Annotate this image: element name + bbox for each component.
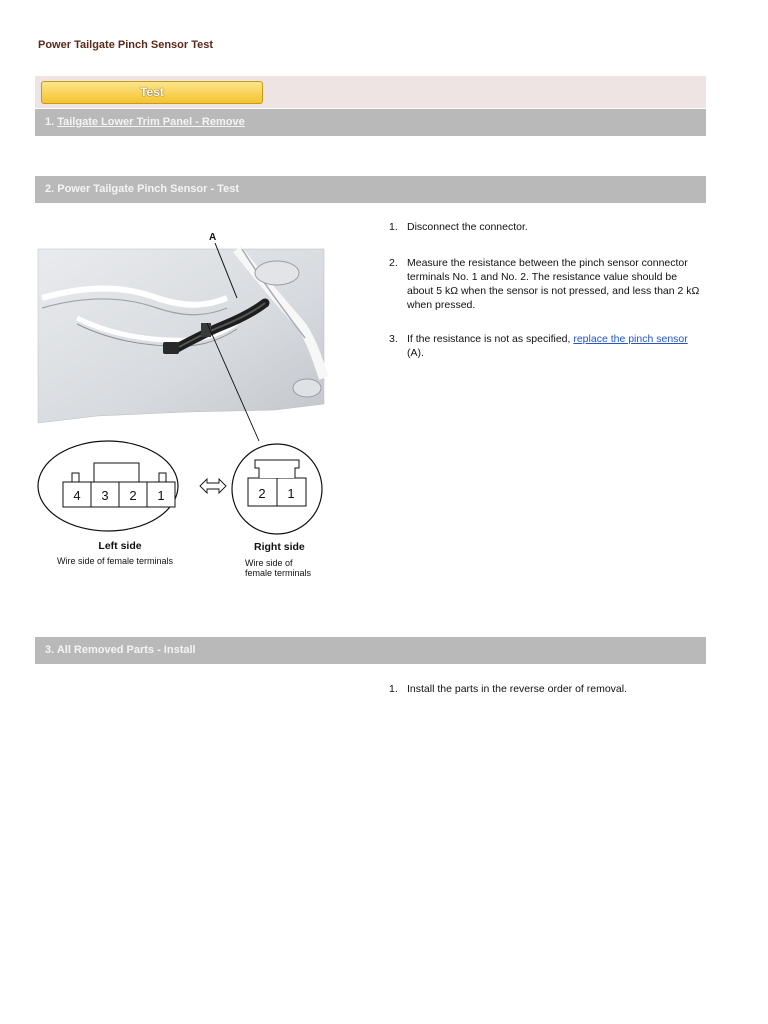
section-2-steps xyxy=(389,220,704,360)
left-terminal: 3 xyxy=(101,488,109,503)
step-text: Disconnect the connector. xyxy=(407,221,528,233)
list-item xyxy=(389,682,704,696)
step-text: (A). xyxy=(407,347,424,359)
right-terminal: 1 xyxy=(287,486,295,501)
test-band xyxy=(35,76,706,108)
page-title: Power Tailgate Pinch Sensor Test xyxy=(38,39,214,51)
section-1-link[interactable]: Tailgate Lower Trim Panel - Remove xyxy=(57,116,245,128)
replace-pinch-sensor-link[interactable]: replace the pinch sensor xyxy=(573,333,688,345)
left-side-caption: Wire side of female terminals xyxy=(57,556,174,566)
double-arrow-icon xyxy=(200,479,226,493)
section-3-steps xyxy=(389,682,704,696)
step-text: Measure the resistance between the pinch sensor connector terminals No. 1 and No. 2. The resistance value should be about 5 kΩ when the sensor is not pressed, and less than 2 kΩ when pressed. xyxy=(407,257,700,311)
step-number: 1. xyxy=(389,221,398,233)
test-button[interactable]: Test xyxy=(41,81,263,104)
section-2-header: 2. Power Tailgate Pinch Sensor - Test xyxy=(35,176,706,203)
right-side-caption: female terminals xyxy=(245,568,312,578)
pinch-sensor-figure xyxy=(37,228,337,584)
section-1-number: 1. xyxy=(45,116,58,128)
step-number: 2. xyxy=(389,257,398,269)
left-side-title: Left side xyxy=(98,540,142,552)
right-side-title: Right side xyxy=(254,541,305,553)
list-item xyxy=(389,220,704,234)
section-3-header: 3. All Removed Parts - Install xyxy=(35,637,706,664)
section-1-header xyxy=(35,109,706,136)
step-text: Install the parts in the reverse order of removal. xyxy=(407,683,628,695)
list-item xyxy=(389,332,704,360)
step-number: 3. xyxy=(389,333,398,345)
right-terminal: 2 xyxy=(258,486,266,501)
step-number: 1. xyxy=(389,683,398,695)
pinch-sensor-illustration xyxy=(37,228,337,584)
left-terminal: 1 xyxy=(157,488,165,503)
list-item xyxy=(389,256,704,312)
step-text: If the resistance is not as specified, xyxy=(407,333,574,345)
right-side-caption: Wire side of xyxy=(245,558,293,568)
left-terminal: 4 xyxy=(73,488,81,503)
left-terminal: 2 xyxy=(129,488,137,503)
callout-a-label: A xyxy=(209,232,217,243)
